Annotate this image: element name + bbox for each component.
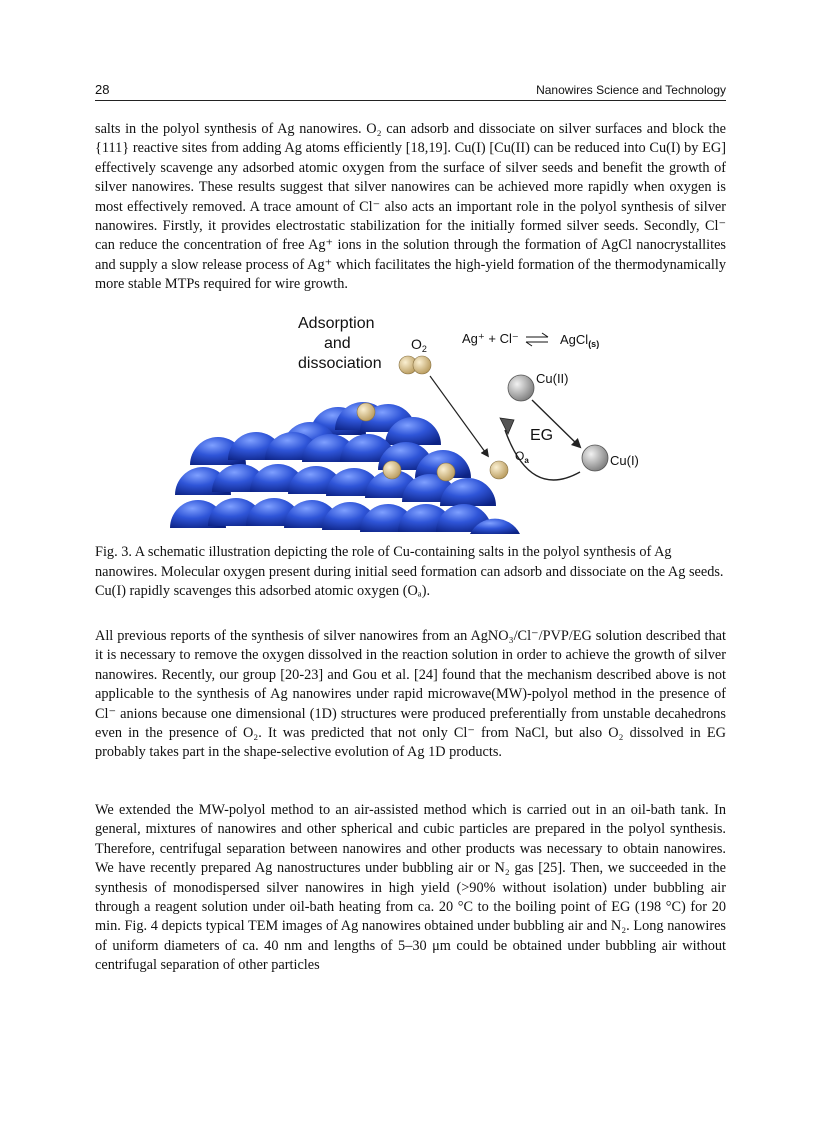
o2-molecule [399,356,431,374]
label-equation-right: AgCl$_{(s)}$ [560,332,600,349]
equilibrium-arrows [526,333,548,346]
paragraph-1: salts in the polyol synthesis of Ag nanowires. O₂ can adsorb and dissociate on silver surfaces and block the {111} reactive sites from adding Ag atoms efficiently [18,19]. Cu(I) [Cu(II) can be reduced into Cu(I) by EG] effectively scavenge any adsorbed atomic oxygen from the surface of silver seeds and benefit the growth of silver nanowires. These results suggest that silver nanowires can be achieved more rapidly when oxygen is most effectively removed. A trace amount of Cl⁻ also acts an important role in the polyol synthesis of silver nanowires. Firstly, it provides electrostatic stabilization for the initially formed silver seeds. Secondly, Cl⁻ can reduce the concentration of free Ag⁺ ions in the solution through the formation of AgCl nanocrystallites and supply a slow release process of Ag⁺ which facilitates the high-yield formation of the thermodynamically more stable MTPs required for wire growth. [95,121,726,293]
label-equation-left: Ag⁺ + Cl⁻ [462,331,519,346]
paragraph-2: All previous reports of the synthesis of silver nanowires from an AgNO₃/Cl⁻/PVP/EG solution described that it is necessary to remove the oxygen dissolved in the reaction solution in order to achieve the growth of silver nanowires. Recently, our group [20-23] and Gou et al. [24] found that the mechanism described above is not applicable to the synthesis of Ag nanowires under rapid microwave(MW)-polyol method in the presence of Cl⁻ anions because one dimensional (1D) structures were produced preferentially from unstable decahedrons even in the presence of O₂. It was predicted that not only Cl⁻ from NaCl, but also O₂ dissolved in EG probably takes part in the shape-selective evolution of Ag 1D products. [95,628,726,761]
label-o2: $O_2$ [411,336,427,354]
running-title: Nanowires Science and Technology [536,83,726,97]
label-dissociation: dissociation [298,355,382,372]
cu2-atom [508,375,534,401]
running-header [95,80,726,101]
paragraph-3: We extended the MW-polyol method to an air-assisted method which is carried out in an oil-bath tank. In general, mixtures of nanowires and other spherical and cubic particles are prepared in the polyol synthesis. Therefore, centrifugal separation between nanowires and other products was necessary to obtain nanowires. We have recently prepared Ag nanostructures under bubbling air or N₂ gas [25]. Then, we succeeded in the synthesis of monodispersed silver nanowires in high yield (>90% without isolation) under bubbling air through a reagent solution under oil-bath heating from ca. 20 °C to the boiling point of EG (198 °C) for 20 min. Fig. 4 depicts typical TEM images of Ag nanowires obtained under bubbling air and N₂. Long nanowires of uniform diameters of ca. 40 nm and lengths of 5–30 μm could be obtained under bubbling air without centrifugal separation of other particles [95,802,726,974]
cu1-atom [582,445,608,471]
cu1-return-arrowhead [500,418,514,434]
label-and: and [324,335,351,352]
silver-seed-surface [170,402,520,534]
figure-caption: Fig. 3. A schematic illustration depicting the role of Cu-containing salts in the polyol synthesis of Ag nanowires. Molecular oxygen present during initial seed formation can adsorb and dissociate on the Ag seeds. Cu(I) rapidly scavenges this adsorbed atomic oxygen (Oₐ). [95,544,724,599]
label-adsorption: Adsorption [298,315,375,332]
figure-3-schematic [170,310,640,540]
label-oa: $O_a$ [515,449,529,465]
label-eg: EG [530,427,554,444]
page-number: 28 [95,82,110,97]
label-cu2: Cu(II) [536,371,569,386]
cu-redox-cycle [500,375,608,480]
label-cu1: Cu(I) [610,453,639,468]
